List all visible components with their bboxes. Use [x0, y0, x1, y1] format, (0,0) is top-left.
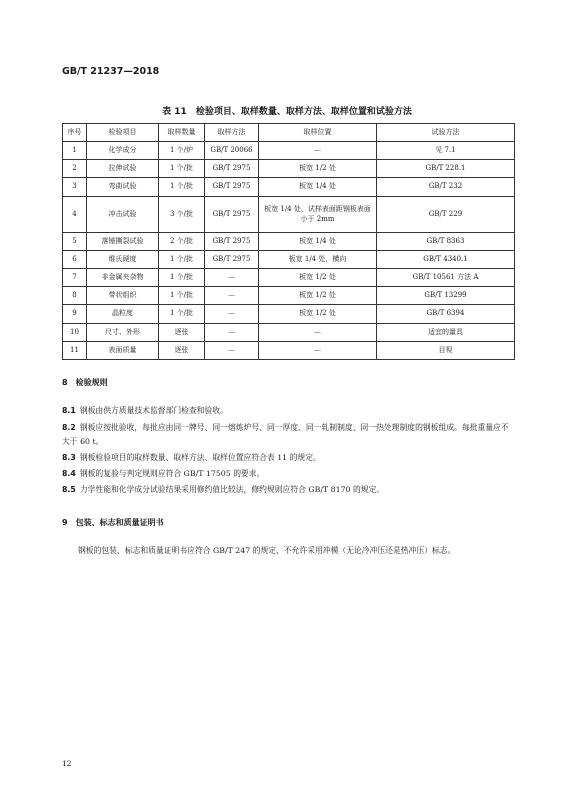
section-9-heading: 9 包装、标志和质量证明书 [62, 518, 164, 527]
table-cell: — [205, 305, 259, 323]
table-row [63, 178, 515, 196]
table-row [63, 323, 515, 341]
column-header: 取样数量 [159, 124, 205, 142]
table-cell: GB/T 229 [377, 196, 515, 232]
table-row [63, 287, 515, 305]
table-cell: 11 [63, 341, 87, 359]
table-cell: 1 个/炉 [159, 142, 205, 160]
table-cell: 适宜的量具 [377, 323, 515, 341]
clause-number: 8.5 [62, 485, 76, 494]
table-row [63, 232, 515, 250]
table-cell: — [259, 341, 377, 359]
table-cell: GB/T 6394 [377, 305, 515, 323]
table-cell: 表面质量 [87, 341, 159, 359]
clause-text: 力学性能和化学成分试验结果采用修约值比较法，修约规则应符合 GB/T 8170 的规定。 [79, 485, 385, 494]
table-cell: 4 [63, 196, 87, 232]
table-cell: 弯曲试验 [87, 178, 159, 196]
table-cell: 目视 [377, 341, 515, 359]
clause-number: 8.3 [62, 453, 76, 462]
table-cell: GB/T 2975 [205, 178, 259, 196]
column-header: 取样方法 [205, 124, 259, 142]
table-cell: GB/T 232 [377, 178, 515, 196]
table-row [63, 142, 515, 160]
clause-number: 8.1 [62, 406, 76, 415]
table-row [63, 268, 515, 286]
table-cell: 冲击试验 [87, 196, 159, 232]
section-9-paragraph: 钢板的包装、标志和质量证明书应符合 GB/T 247 的规定，不允许采用冲模（无论冷冲压还是热冲压）标志。 [78, 546, 456, 555]
table-cell: 落锤撕裂试验 [87, 232, 159, 250]
table-cell: GB/T 228.1 [377, 160, 515, 178]
table-cell: 5 [63, 232, 87, 250]
table-cell: 板宽 1/2 处 [259, 268, 377, 286]
table-cell: GB/T 2975 [205, 250, 259, 268]
table-cell: 1 个/批 [159, 160, 205, 178]
table-cell: 板宽 1/4 处 [259, 178, 377, 196]
clause-text: 钢板由供方质量技术监督部门检查和验收。 [79, 406, 228, 415]
table-cell: 拉伸试验 [87, 160, 159, 178]
table-row [63, 305, 515, 323]
clause-8-5 [62, 483, 514, 497]
table-cell: 1 个/批 [159, 178, 205, 196]
table-cell: 1 个/批 [159, 250, 205, 268]
table-cell: 8 [63, 287, 87, 305]
clause-text: 钢板检验项目的取样数量、取样方法、取样位置应符合表 11 的规定。 [79, 453, 321, 462]
table-cell: — [259, 323, 377, 341]
page-number: 12 [62, 759, 72, 768]
table-title: 表 11 检验项目、取样数量、取样方法、取样位置和试验方法 [162, 107, 412, 117]
table-cell: — [205, 268, 259, 286]
table-cell: 板宽 1/2 处 [259, 160, 377, 178]
clause-text: 钢板应按批验收，每批应由同一牌号、同一熔炼炉号、同一厚度、同一轧制制度、同一热处理制度的钢板组成。每批重量应不大于 60 t。 [62, 423, 509, 446]
table-cell: 3 个/批 [159, 196, 205, 232]
table-cell: 维氏硬度 [87, 250, 159, 268]
table-cell: GB/T 2975 [205, 160, 259, 178]
table-cell: 2 [63, 160, 87, 178]
table-cell: 6 [63, 250, 87, 268]
column-header: 试验方法 [377, 124, 515, 142]
clause-8-4 [62, 467, 514, 481]
table-cell: 1 [63, 142, 87, 160]
table-cell: — [205, 323, 259, 341]
table-cell: 化学成分 [87, 142, 159, 160]
table-cell: 逐张 [159, 323, 205, 341]
table-cell: 板宽 1/2 处 [259, 287, 377, 305]
table-cell: 板宽 1/4 处，试样表面距钢板表面小于 2mm [259, 196, 377, 232]
table-cell: 板宽 1/4 处 [259, 232, 377, 250]
column-header: 检验项目 [87, 124, 159, 142]
table-cell: 板宽 1/4 处，横向 [259, 250, 377, 268]
clause-text: 钢板的复验与判定规则应符合 GB/T 17505 的要求。 [79, 469, 265, 478]
table-cell: — [259, 142, 377, 160]
column-header: 序号 [63, 124, 87, 142]
table-cell: GB/T 20066 [205, 142, 259, 160]
table-cell: 10 [63, 323, 87, 341]
standard-number: GB/T 21237—2018 [62, 66, 160, 77]
table-cell: GB/T 10561 方法 A [377, 268, 515, 286]
table-cell: 7 [63, 268, 87, 286]
table-cell: 1 个/批 [159, 305, 205, 323]
table-cell: 3 [63, 178, 87, 196]
table-cell: 板宽 1/2 处 [259, 305, 377, 323]
table-cell: — [205, 341, 259, 359]
table-cell: 2 个/批 [159, 232, 205, 250]
table-cell: 尺寸、外形 [87, 323, 159, 341]
clause-number: 8.2 [62, 423, 76, 432]
table-cell: GB/T 2975 [205, 196, 259, 232]
table-cell: 晶粒度 [87, 305, 159, 323]
clause-8-2 [62, 421, 514, 449]
clause-8-3 [62, 451, 514, 465]
table-cell: 逐张 [159, 341, 205, 359]
table-cell: GB/T 8363 [377, 232, 515, 250]
clause-8-1 [62, 404, 514, 418]
table-row [63, 250, 515, 268]
table-header-row [63, 124, 515, 142]
table-cell: GB/T 4340.1 [377, 250, 515, 268]
table-cell: GB/T 2975 [205, 232, 259, 250]
table-cell: 见 7.1 [377, 142, 515, 160]
section-8-heading: 8 检验规则 [62, 378, 108, 387]
table-cell: GB/T 13299 [377, 287, 515, 305]
table-row [63, 160, 515, 178]
table-cell: 非金属夹杂物 [87, 268, 159, 286]
inspection-table [62, 123, 515, 360]
table-cell: 带状组织 [87, 287, 159, 305]
table-row [63, 341, 515, 359]
clause-number: 8.4 [62, 469, 76, 478]
table-cell: 1 个/批 [159, 268, 205, 286]
table-cell: 1 个/批 [159, 287, 205, 305]
table-row [63, 196, 515, 232]
table-cell: — [205, 287, 259, 305]
table-cell: 9 [63, 305, 87, 323]
column-header: 取样位置 [259, 124, 377, 142]
